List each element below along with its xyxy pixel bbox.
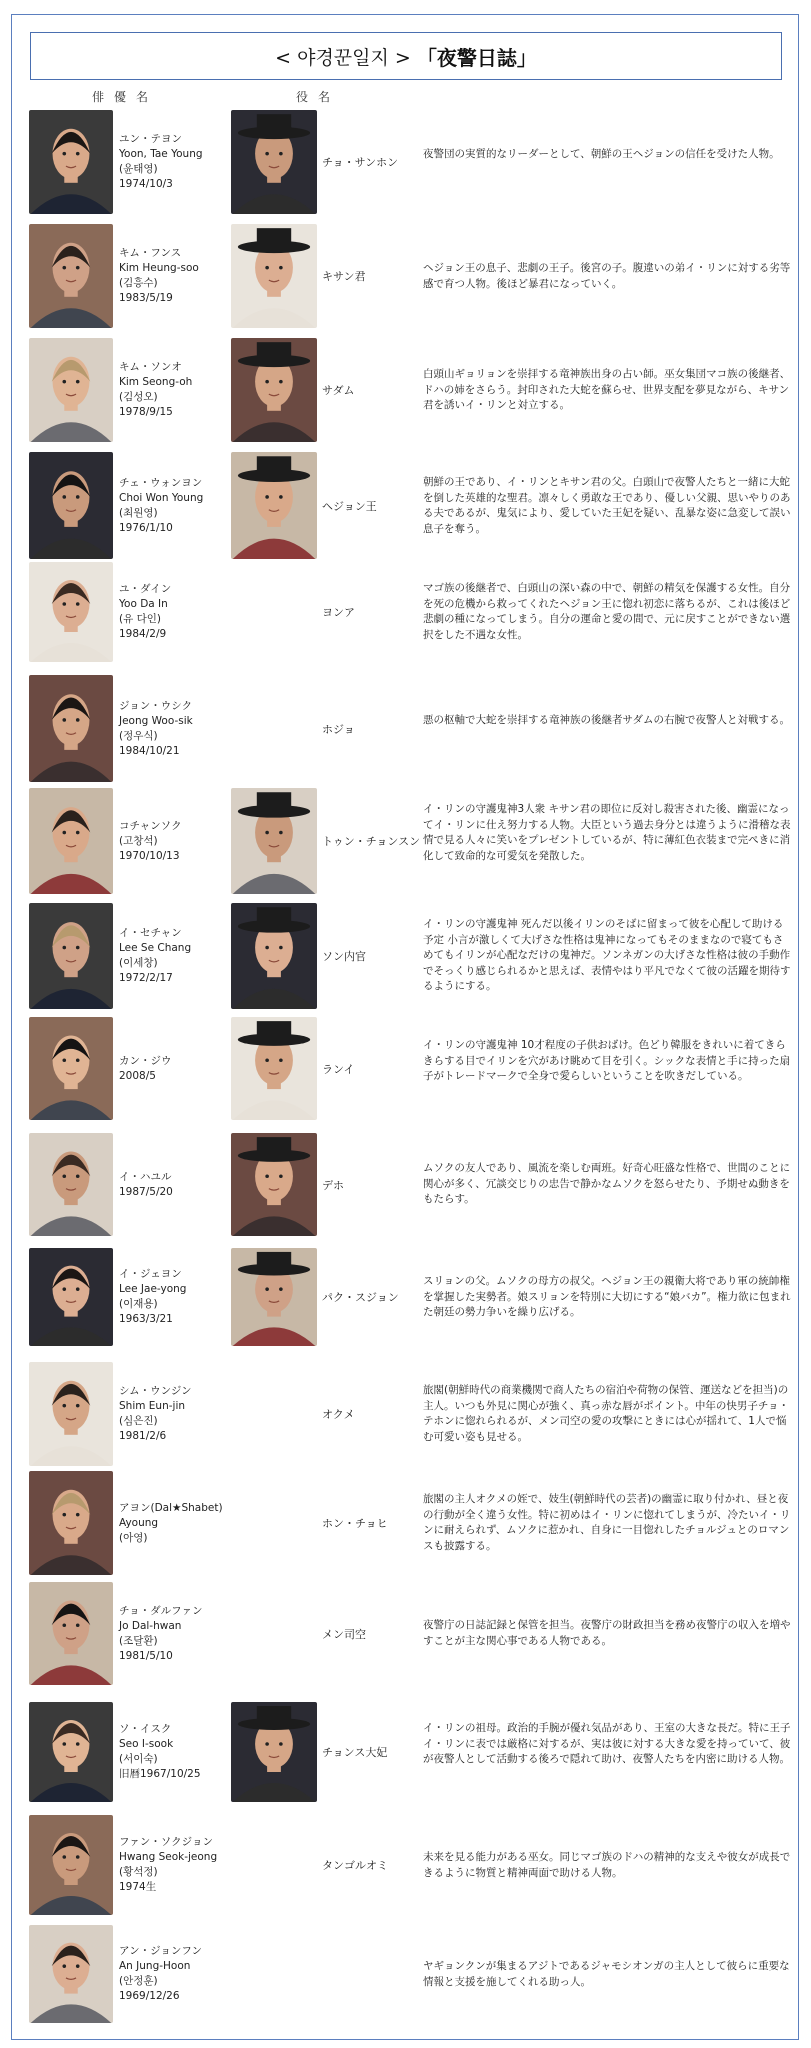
role-description: 旅閣(朝鮮時代の商業機関で商人たちの宿泊や荷物の保管、運送などを担当)の主人。いつも外見に関心が強く、真っ赤な唇がポイント。中年の快男子チョ・テホンに惚れられるが、メン司空の愛の攻撃にときには心が揺れて、1人で悩む可愛い姿も見せる。 (423, 1384, 790, 1443)
actor-photo (29, 903, 113, 1009)
actor-name-hangul: (윤태영) (119, 163, 158, 175)
role-description: 旅閣の主人オクメの姪で、妓生(朝鮮時代の芸者)の幽霊に取り付かれ、昼と夜の行動が全く違う女性。特に初めはイ・リンに惚れてしまうが、冷たいイ・リンに耐えられず、ムソクに惹かれ、自身に一目惚れしたチョルジュとのロマンスも披露する。 (423, 1493, 791, 1552)
role-photo (231, 338, 317, 442)
actor-birthdate: 2008/5 (119, 1070, 156, 1082)
header-actor: 俳優名 (92, 90, 159, 104)
actor-name-roman: Yoon, Tae Young (119, 148, 203, 160)
actor-name-kana: イ・ジェヨン (119, 1268, 182, 1280)
actor-photo (29, 1471, 113, 1575)
actor-birthdate: 1984/10/21 (119, 745, 180, 757)
role-description: 白頭山ギョリョンを崇拝する竜神族出身の占い師。巫女集団マコ族の後継者、ドハの姉をさらう。封印された大蛇を蘇らせ、世界支配を夢見ながら、キサン君を誘いイ・リンと対立する。 (423, 368, 791, 411)
actor-name-kana: アヨン(Dal★Shabet) (119, 1502, 223, 1514)
title-korean: < 야경꾼일지 > (275, 46, 411, 69)
actor-name-kana: アン・ジョンフン (119, 1945, 202, 1957)
actor-name-hangul: (김흥수) (119, 277, 158, 289)
role-description: 朝鮮の王であり、イ・リンとキサン君の父。白頭山で夜警人たちと一緒に大蛇を倒した英雄的な聖君。凛々しく勇敢な王であり、優しい父親、思いやりのある夫であるが、鬼気により、愛していた王妃を疑い、乱暴な姿に急変して誤い息子を奪う。 (423, 476, 791, 535)
actor-name-hangul: (황석정) (119, 1866, 158, 1878)
role-name: チョンス大妃 (322, 1746, 388, 1759)
role-name: オクメ (322, 1408, 355, 1421)
role-photo (231, 1248, 317, 1346)
actor-name-roman: Choi Won Young (119, 492, 204, 504)
actor-name-hangul: (유 다인) (119, 613, 161, 625)
actor-name-roman: Kim Heung-soo (119, 262, 199, 274)
actor-name-kana: コチャンソク (119, 820, 182, 832)
actor-photo (29, 1815, 113, 1915)
role-name: ヨンア (322, 606, 355, 619)
actor-birthdate: 1983/5/19 (119, 292, 173, 304)
role-description: 悪の枢軸で大蛇を崇拝する竜神族の後継者サダムの右腕で夜警人と対戦する。 (423, 714, 790, 726)
actor-birthdate: 1974/10/3 (119, 178, 173, 190)
actor-info (119, 582, 171, 642)
actor-name-kana: ユ・ダイン (119, 583, 172, 595)
cast-row (26, 452, 791, 559)
actor-info (119, 1604, 202, 1664)
actor-birthdate: 1981/5/10 (119, 1650, 173, 1662)
actor-birthdate: 旧暦1967/10/25 (119, 1768, 201, 1780)
actor-name-kana: チェ・ウォンヨン (119, 477, 203, 489)
actor-info (119, 1835, 217, 1895)
actor-name-hangul: (안정훈) (119, 1975, 158, 1987)
actor-name-hangul: (이세창) (119, 957, 158, 969)
cast-row (26, 903, 791, 1009)
actor-photo (29, 452, 113, 559)
actor-photo (29, 110, 113, 214)
role-photo (231, 110, 317, 214)
cast-row (26, 1702, 791, 1802)
actor-name-kana: ファン・ソクジョン (119, 1836, 213, 1848)
actor-birthdate: 1969/12/26 (119, 1990, 180, 2002)
actor-info (119, 1267, 186, 1327)
actor-name-roman: Shim Eun-jin (119, 1400, 186, 1412)
actor-info (119, 699, 193, 759)
role-name: ソン内官 (322, 950, 366, 963)
actor-photo (29, 1017, 113, 1120)
actor-name-roman: Lee Se Chang (119, 942, 192, 954)
role-name: タンゴルオミ (322, 1859, 388, 1872)
actor-name-roman: Seo I-sook (119, 1738, 174, 1750)
role-description: イ・リンの祖母。政治的手腕が優れ気品があり、王室の大きな長だ。特に王子イ・リンに表では厳格に対するが、実は彼に対する大きな愛を持っていて、彼が夜警人として活動する後ろで隠れて助け、夜警人たちを内密に助ける人物。 (423, 1722, 791, 1765)
actor-name-hangul: (최원영) (119, 507, 158, 519)
actor-name-hangul: (이재용) (119, 1298, 158, 1310)
cast-row (26, 1925, 790, 2023)
role-name: ホジョ (322, 723, 355, 736)
actor-birthdate: 1970/10/13 (119, 850, 180, 862)
actor-name-roman: An Jung-Hoon (119, 1960, 191, 1972)
actor-birthdate: 1978/9/15 (119, 406, 173, 418)
actor-photo (29, 224, 113, 328)
cast-row (26, 1471, 791, 1575)
cast-row (26, 1362, 790, 1466)
cast-row (26, 1815, 791, 1915)
actor-photo (29, 788, 113, 894)
cast-row (26, 675, 790, 782)
role-name: メン司空 (322, 1628, 366, 1641)
actor-info (119, 1944, 202, 2004)
role-photo (231, 903, 317, 1009)
actor-name-kana: ジョン・ウシク (119, 700, 193, 712)
actor-photo (29, 1362, 113, 1466)
cast-row (26, 338, 791, 442)
role-description: イ・リンの守護鬼神3人衆 キサン君の即位に反対し殺害された後、幽霊になってイ・リンに仕え努力する人物。大臣という過去身分とは違うように滑稽な表情で見る人々に笑いをプレゼントしているが、特に薄紅色衣装まで完ぺきに消化して致命的な可愛気を発散した。 (423, 803, 791, 862)
actor-birthdate: 1963/3/21 (119, 1313, 173, 1325)
actor-name-roman: Yoo Da In (119, 598, 168, 610)
actor-name-roman: Lee Jae-yong (119, 1283, 187, 1295)
cast-row (26, 1582, 791, 1685)
actor-photo (29, 675, 113, 782)
actor-info (119, 1384, 192, 1444)
role-photo (231, 1702, 317, 1802)
role-description: ムソクの友人であり、風流を楽しむ両班。好奇心旺盛な性格で、世間のことに関心が多く、冗談交じりの忠告で静かなムソクを怒らせたり、予期せぬ動きをもたらす。 (423, 1162, 791, 1205)
role-name: デホ (322, 1179, 344, 1192)
actor-name-roman: Kim Seong-oh (119, 376, 193, 388)
actor-birthdate: 1984/2/9 (119, 628, 167, 640)
actor-name-roman: Jo Dal-hwan (119, 1620, 182, 1632)
actor-photo (29, 562, 113, 662)
role-name: ホン・チョヒ (322, 1517, 388, 1530)
header-role: 役名 (296, 90, 341, 104)
actor-name-hangul: (조달환) (119, 1635, 158, 1647)
actor-info (119, 1722, 201, 1782)
actor-info (119, 246, 199, 306)
role-description: イ・リンの守護鬼神 10才程度の子供おばけ。色どり韓服をきれいに着てきらきらする目でイリンを穴があけ眺めて目を引く。シックな表情と手に持った扇子がトレードマークで全身で愛らしいということを吹きだしている。 (423, 1039, 791, 1082)
actor-photo (29, 1582, 113, 1685)
actor-name-kana: チョ・ダルファン (119, 1605, 203, 1617)
role-name: トゥン・チョンスン (322, 835, 421, 848)
actor-photo (29, 1133, 113, 1236)
title-japanese: 「夜警日誌」 (416, 45, 537, 70)
actor-photo (29, 1702, 113, 1802)
role-description: 夜警団の実質的なリーダーとして、朝鮮の王ヘジョンの信任を受けた人物。 (423, 148, 780, 160)
actor-info (119, 926, 191, 986)
actor-birthdate: 1976/1/10 (119, 522, 173, 534)
actor-name-kana: カン・ジウ (119, 1055, 172, 1067)
role-name: パク・スジョン (322, 1291, 399, 1304)
cast-row (26, 1133, 791, 1236)
actor-name-hangul: (아영) (119, 1532, 148, 1544)
actor-name-roman: Hwang Seok-jeong (119, 1851, 218, 1863)
role-photo (231, 1133, 317, 1236)
role-description: イ・リンの守護鬼神 死んだ以後イリンのそばに留まって彼を心配して助ける予定 小言が激しくて大げさな性格は鬼神になってもそのままなので寝てもさめてもイリンが心配なだけの鬼神だ。ソンネガンの大げさな性格は彼の手動作でそっくり感じられるかと思えば、表情やはり平凡でなくて彼の活躍を期待するようにする。 (423, 918, 791, 992)
cast-row (26, 1017, 791, 1120)
actor-info (119, 132, 203, 192)
actor-name-roman: Ayoung (119, 1517, 159, 1529)
actor-name-kana: イ・ハユル (119, 1171, 172, 1183)
actor-birthdate: 1987/5/20 (119, 1186, 173, 1198)
actor-name-roman: Jeong Woo-sik (119, 715, 193, 727)
actor-name-hangul: (서이숙) (119, 1753, 158, 1765)
actor-name-kana: キム・フンス (119, 247, 182, 259)
actor-birthdate: 1972/2/17 (119, 972, 173, 984)
actor-birthdate: 1974生 (119, 1881, 157, 1893)
actor-photo (29, 1925, 113, 2023)
actor-name-kana: ユン・テヨン (119, 133, 182, 145)
role-photo (231, 452, 317, 559)
actor-name-kana: キム・ソンオ (119, 361, 182, 373)
cast-row (26, 562, 791, 662)
role-description: スリョンの父。ムソクの母方の叔父。ヘジョン王の親衛大将であり軍の統帥権を掌握した実勢者。娘スリョンを特別に大切にする“娘バカ”。権力欲に包まれた朝廷の勢力争いを繰り広げる。 (423, 1275, 791, 1318)
role-name: キサン君 (322, 270, 366, 283)
role-description: 夜警庁の日誌記録と保管を担当。夜警庁の財政担当を務め夜警庁の収入を増やすことが主な関心事である人物である。 (423, 1619, 791, 1647)
actor-name-hangul: (고창석) (119, 835, 158, 847)
cast-row (26, 224, 791, 328)
role-name: チョ・サンホン (322, 156, 399, 169)
role-name: サダム (322, 384, 355, 397)
role-description: ヘジョン王の息子、悲劇の王子。後宮の子。腹違いの弟イ・リンに対する劣等感で育つ人物。後ほど暴君になっていく。 (423, 262, 791, 290)
cast-row (26, 110, 786, 214)
actor-birthdate: 1981/2/6 (119, 1430, 167, 1442)
actor-name-hangul: (심은진) (119, 1415, 158, 1427)
role-description: マゴ族の後継者で、白頭山の深い森の中で、朝鮮の精気を保護する女性。自分を死の危機から救ってくれたヘジョン王に惚れ初恋に落ちるが、これは後ほど悲劇の種になってしまう。自分の運命と愛の間で、元に戻すことができない選択をした不遇な女性。 (423, 582, 791, 641)
role-name: ランイ (322, 1063, 355, 1076)
actor-name-kana: ソ・イスク (119, 1723, 172, 1735)
cast-row (26, 788, 791, 894)
title-box (30, 32, 782, 80)
actor-name-hangul: (김성오) (119, 391, 158, 403)
actor-photo (29, 338, 113, 442)
role-name: ヘジョン王 (322, 500, 377, 513)
role-photo (231, 224, 317, 328)
role-photo (231, 1017, 317, 1120)
actor-name-kana: シム・ウンジン (119, 1385, 192, 1397)
actor-name-kana: イ・セチャン (119, 927, 182, 939)
actor-info (119, 476, 203, 536)
actor-name-hangul: (정우식) (119, 730, 158, 742)
actor-info (119, 1054, 172, 1084)
actor-info (119, 819, 182, 864)
actor-photo (29, 1248, 113, 1346)
actor-info (119, 360, 192, 420)
cast-row (26, 1248, 791, 1346)
actor-info (119, 1501, 223, 1546)
actor-info (119, 1170, 173, 1200)
role-description: 未来を見る能力がある巫女。同じマゴ族のドハの精神的な支えや彼女が成長できるように物質と精神両面で助ける人物。 (423, 1851, 791, 1879)
role-photo (231, 788, 317, 894)
role-description: ヤギョンクンが集まるアジトであるジャモシオンガの主人として彼らに重要な情報と支援を施してくれる助っ人。 (423, 1960, 790, 1988)
